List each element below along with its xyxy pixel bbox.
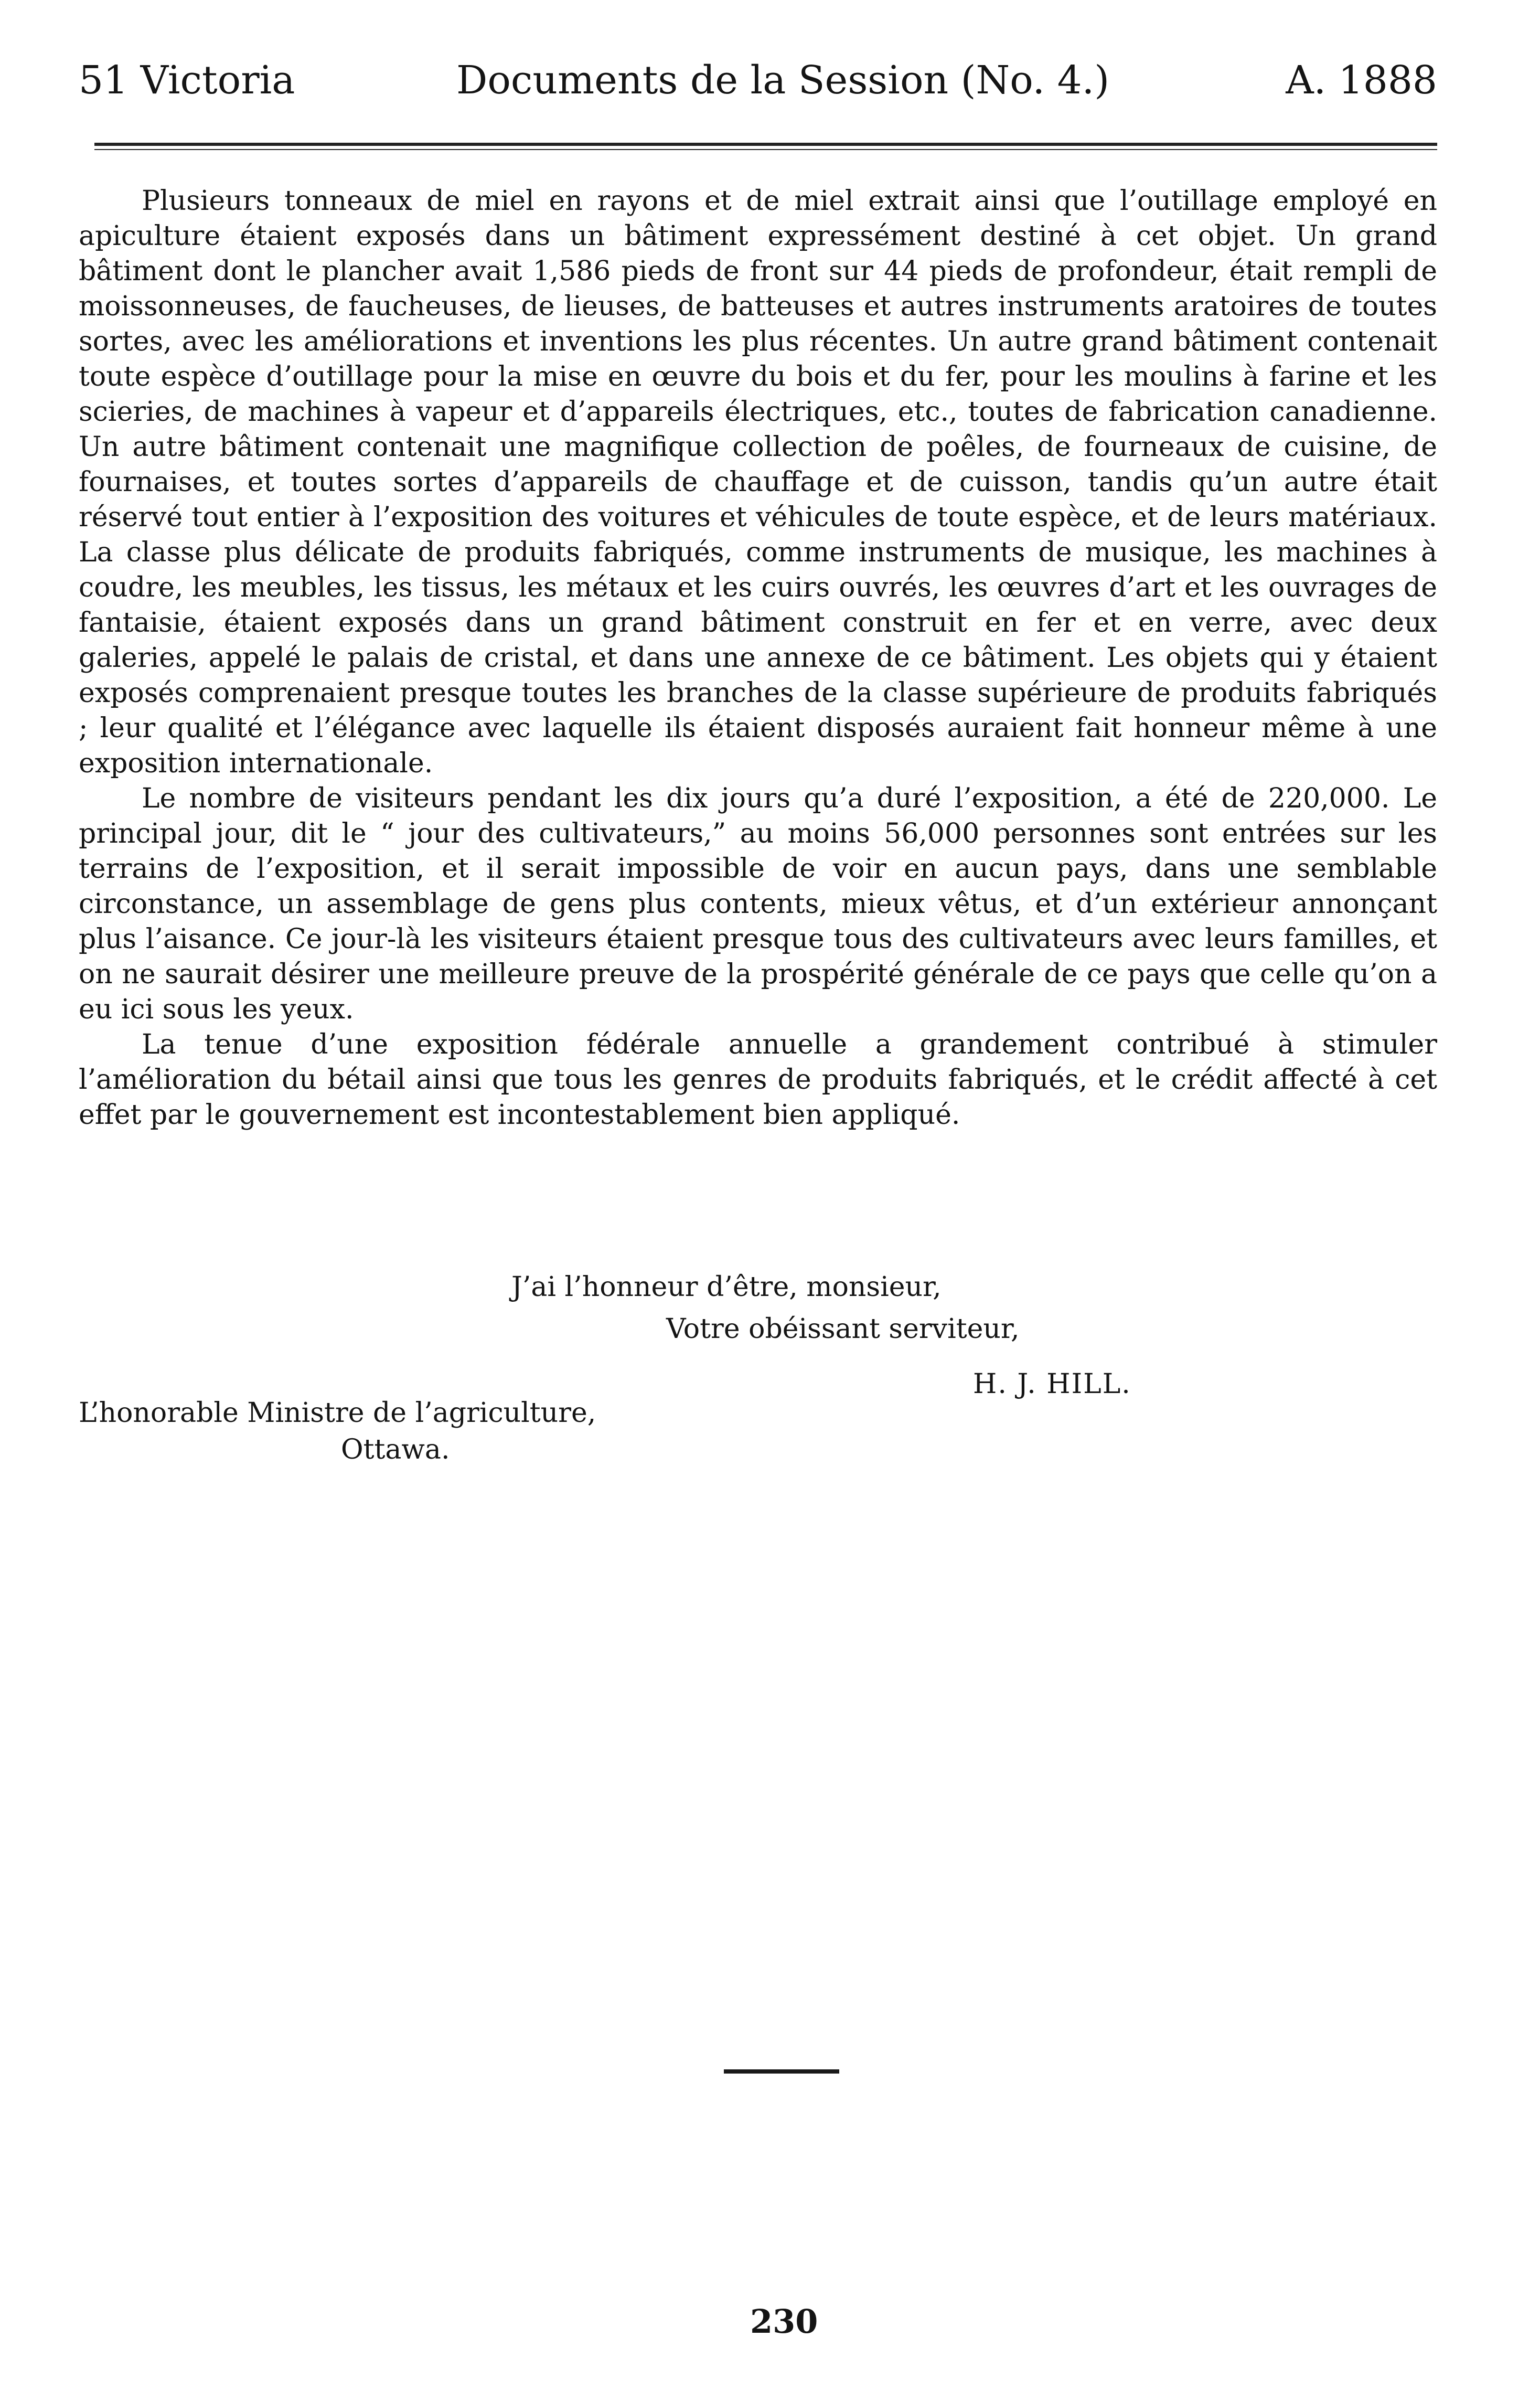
section-separator [724, 2069, 839, 2074]
body-text [79, 184, 1437, 1133]
paragraph: Plusieurs tonneaux de miel en rayons et de miel extrait ainsi que l’outillage employé en apiculture étaient exposés dans un bâtiment expressément destiné à cet objet. Un grand bâtiment dont le plancher avait 1,586 pieds de front sur 44 pieds de profondeur, était rempli de moissonneuses, de faucheuses, de lieuses, de batteuses et autres instruments aratoires de toutes sortes, avec les améliorations et inventions les plus récentes. Un autre grand bâtiment contenait toute espèce d’outillage pour la mise en œuvre du bois et du fer, pour les moulins à farine et les scieries, de machines à vapeur et d’appareils électriques, etc., toutes de fabrication canadienne. Un autre bâtiment contenait une magnifique collection de poêles, de fourneaux de cuisine, de fournaises, et toutes sortes d’appareils de chauffage et de cuisson, tandis qu’un autre était réservé tout entier à l’exposition des voitures et véhicules de toute espèce, et de leurs matériaux. La classe plus délicate de produits fabriqués, comme instruments de musique, les machines à coudre, les meubles, les tissus, les métaux et les cuirs ouvrés, les œuvres d’art et les ouvrages de fantaisie, étaient exposés dans un grand bâtiment construit en fer et en verre, avec deux galeries, appelé le palais de cristal, et dans une annexe de ce bâtiment. Les objets qui y étaient exposés comprenaient presque toutes les branches de la classe supérieure de produits fabriqués ; leur qualité et l’élégance avec laquelle ils étaient disposés auraient fait honneur même à une exposition internationale. [79, 185, 1437, 779]
paragraph: Le nombre de visiteurs pendant les dix jours qu’a duré l’exposition, a été de 220,000. Le principal jour, dit le “ jour des cultivateurs,” au moins 56,000 personnes sont entrées sur les terrains de l’exposition, et il serait impossible de voir en aucun pays, dans une semblable circonstance, un assemblage de gens plus contents, mieux vêtus, et d’un extérieur annonçant plus l’aisance. Ce jour-là les visiteurs étaient presque tous des cultivateurs avec leurs familles, et on ne saurait désirer une meilleure preuve de la prospérité générale de ce pays que celle qu’on a eu ici sous les yeux. [79, 783, 1437, 1025]
signature: H. J. HILL. [973, 1368, 1131, 1400]
closing-servant: Votre obéissant serviteur, [666, 1313, 1020, 1345]
paragraph: La tenue d’une exposition fédérale annuelle a grandement contribué à stimuler l’amélioration du bétail ainsi que tous les genres de produits fabriqués, et le crédit affecté à cet effet par le gouvernement est incontestablement bien appliqué. [79, 1029, 1437, 1131]
closing-salutation: J’ai l’honneur d’être, monsieur, [511, 1271, 942, 1303]
page-number: 230 [750, 2302, 818, 2341]
addressee-city: Ottawa. [341, 1434, 450, 1465]
addressee-title: L’honorable Ministre de l’agriculture, [79, 1397, 596, 1429]
header-volume: 51 Victoria [79, 58, 295, 103]
header-year: A. 1888 [1286, 58, 1437, 103]
header-rule-thin [94, 149, 1437, 150]
header-rule [94, 143, 1437, 146]
header-title: Documents de la Session (No. 4.) [456, 58, 1110, 103]
page-header [79, 57, 1437, 104]
